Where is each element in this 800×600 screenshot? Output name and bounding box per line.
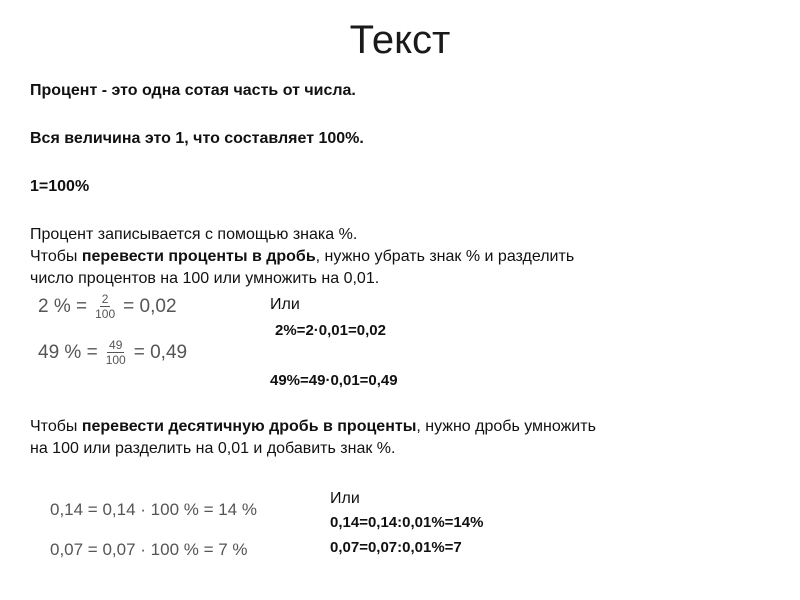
rule-emphasis: перевести десятичную дробь в проценты: [81, 418, 417, 435]
fraction-denominator: 100: [95, 307, 116, 321]
alt-formula-0-14: 0,14=0,14:0,01%=14%: [330, 514, 484, 531]
equality-text: 1=100%: [30, 178, 90, 195]
rule-decimal-to-percent: [30, 416, 596, 438]
alt-formula-49: 49%=49·0,01=0,49: [270, 372, 398, 389]
definition-text: Процент - это одна сотая часть от числа.: [30, 82, 356, 99]
rule-emphasis: перевести проценты в дробь: [81, 248, 316, 265]
or-label: Или: [270, 296, 300, 313]
rule-continuation: на 100 или разделить на 0,01 и добавить знак %.: [30, 440, 396, 457]
formula-left: 49 % =: [38, 341, 98, 363]
fraction-numerator: 2: [101, 292, 109, 306]
rule-suffix: , нужно убрать знак % и разделить: [315, 248, 575, 265]
formula-0-07: 0,07 = 0,07 · 100 % = 7 %: [50, 540, 248, 559]
fraction-denominator: 100: [105, 353, 126, 367]
page-title: Текст: [349, 18, 451, 62]
formula-row-2-percent: [38, 292, 177, 321]
rule-prefix: Чтобы: [30, 418, 82, 435]
alt-formula-0-07: 0,07=0,07:0,01%=7: [330, 539, 462, 556]
rule-suffix: , нужно дробь умножить: [416, 418, 596, 435]
or-label: Или: [330, 490, 360, 507]
fraction-numerator: 49: [109, 338, 123, 352]
formula-row-49-percent: [38, 338, 187, 367]
formula-left: 2 % =: [38, 295, 88, 317]
notation-text: Процент записывается с помощью знака %.: [30, 226, 358, 243]
formula-0-14: 0,14 = 0,14 · 100 % = 14 %: [50, 500, 257, 519]
alt-formula-2: 2%=2·0,01=0,02: [275, 322, 386, 339]
rule-percent-to-fraction: [30, 246, 574, 268]
formula-right: = 0,02: [123, 295, 177, 317]
fraction: [93, 292, 117, 321]
whole-value-text: Вся величина это 1, что составляет 100%.: [30, 130, 364, 147]
formula-right: = 0,49: [133, 341, 188, 363]
rule-continuation: число процентов на 100 или умножить на 0,01.: [30, 270, 380, 287]
rule-prefix: Чтобы: [30, 248, 82, 265]
fraction: [104, 338, 128, 367]
